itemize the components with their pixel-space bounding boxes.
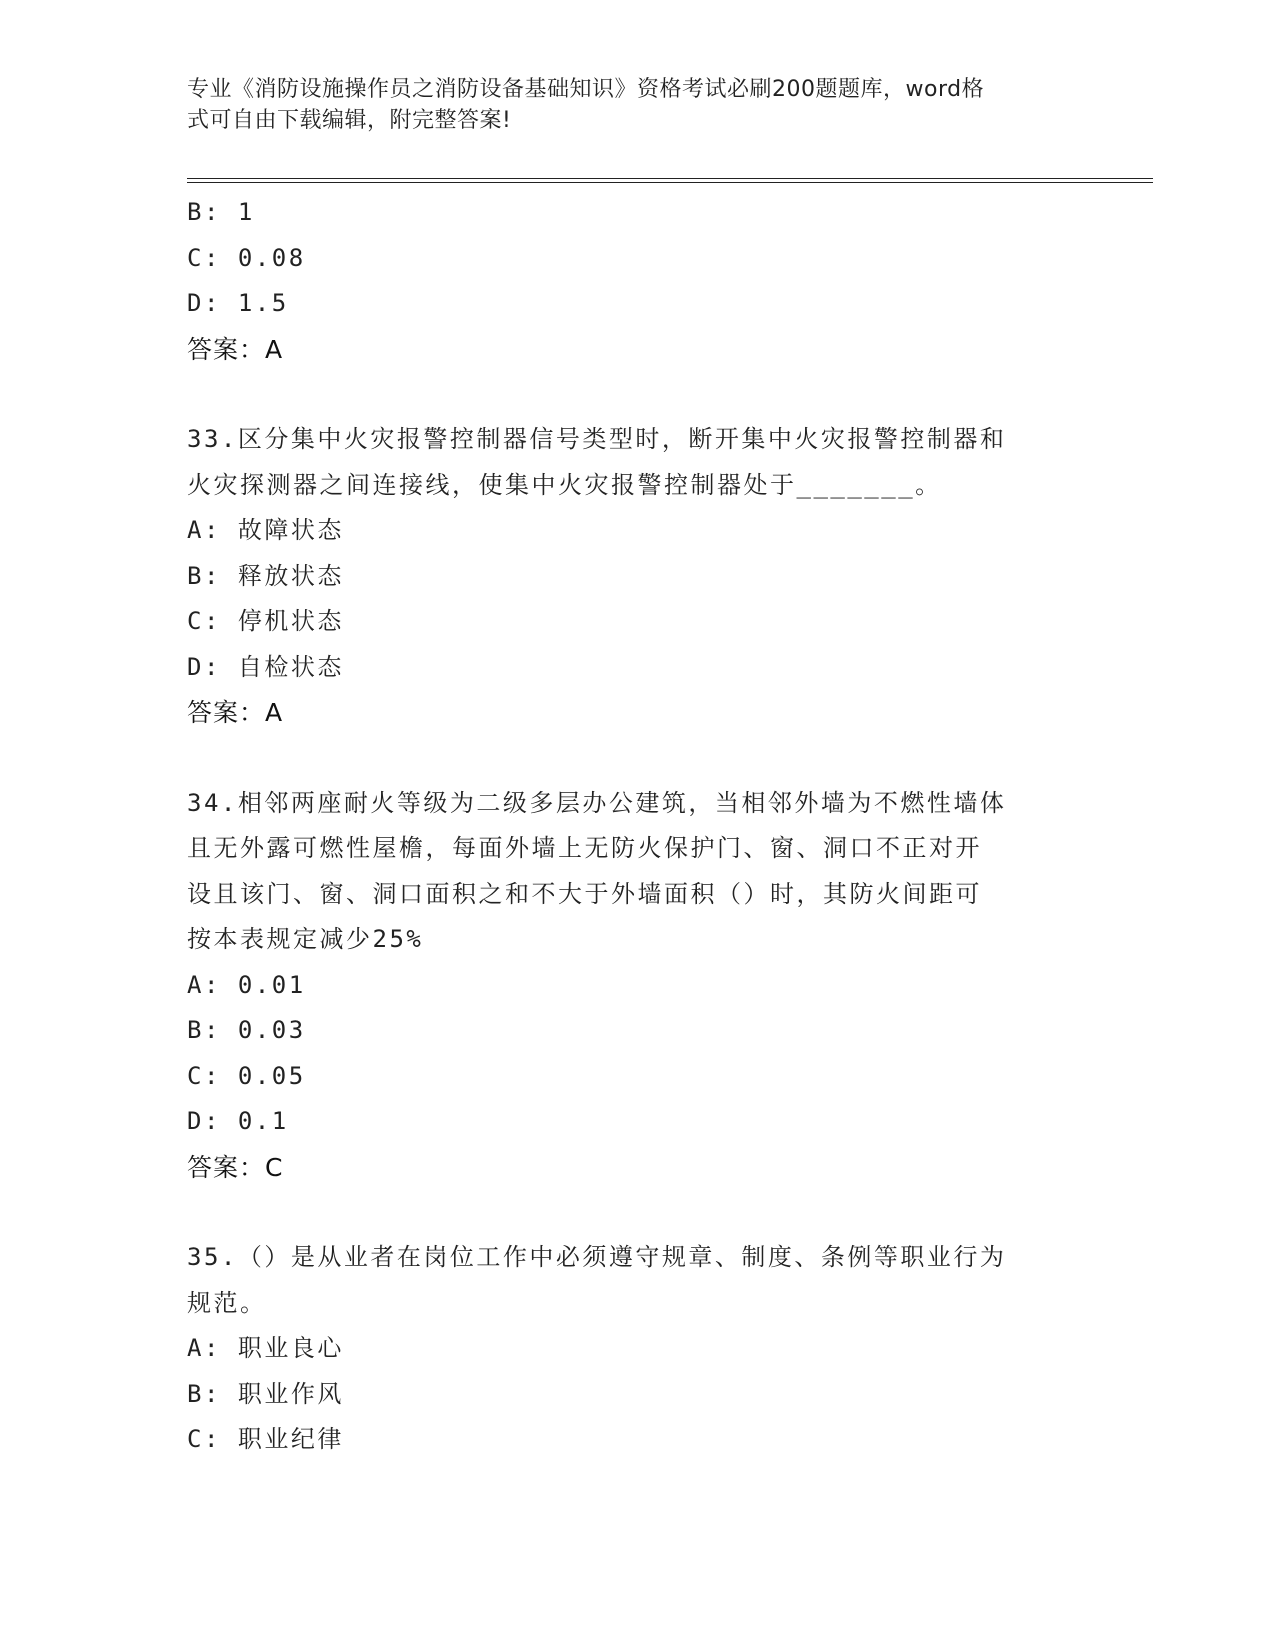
answer-label: 答案：A: [187, 698, 284, 727]
question-text-line: 按本表规定减少25%: [187, 925, 424, 953]
question-text-line: 且无外露可燃性屋檐，每面外墙上无防火保护门、窗、洞口不正对开: [187, 834, 982, 862]
question-text-line: 设且该门、窗、洞口面积之和不大于外墙面积（）时，其防火间距可: [187, 879, 982, 908]
question-34: [187, 781, 1087, 1191]
question-32-continued: [187, 190, 1087, 372]
question-text-line: 34.相邻两座耐火等级为二级多层办公建筑，当相邻外墙为不燃性墙体: [187, 788, 1007, 817]
question-text: [187, 1235, 1087, 1326]
question-text-line: 33.区分集中火灾报警控制器信号类型时，断开集中火灾报警控制器和: [187, 425, 1007, 453]
answer-label: 答案：A: [187, 334, 284, 364]
option-b: B: 职业作风: [187, 1379, 344, 1408]
question-text: [187, 781, 1087, 963]
option-c: C: 0.08: [187, 243, 306, 272]
option-a: A: 0.01: [187, 970, 306, 999]
header-title-line-2: 式可自由下载编辑，附完整答案!: [187, 108, 512, 133]
header-divider-bottom: [187, 182, 1153, 183]
question-35: [187, 1235, 1087, 1463]
answer-label: 答案：C: [187, 1152, 284, 1182]
option-d: D: 1.5: [187, 289, 289, 317]
header-divider-top: [187, 178, 1153, 179]
question-33: [187, 417, 1087, 736]
option-a: A: 故障状态: [187, 516, 344, 544]
option-a: A: 职业良心: [187, 1334, 344, 1362]
question-text-line: 火灾探测器之间连接线，使集中火灾报警控制器处于_______。: [187, 470, 942, 499]
option-c: C: 停机状态: [187, 607, 344, 635]
option-d: D: 0.1: [187, 1107, 289, 1135]
document-header: [187, 74, 1067, 136]
question-text: [187, 417, 1087, 508]
option-c: C: 0.05: [187, 1061, 306, 1090]
document-body: [187, 190, 1087, 1463]
option-d: D: 自检状态: [187, 652, 344, 681]
option-b: B: 1: [187, 198, 255, 226]
question-text-line: 规范。: [187, 1288, 267, 1317]
option-b: B: 释放状态: [187, 561, 344, 590]
header-title-line-1: 专业《消防设施操作员之消防设备基础知识》资格考试必刷200题题库，word格: [187, 77, 985, 102]
option-b: B: 0.03: [187, 1016, 306, 1044]
option-c: C: 职业纪律: [187, 1425, 344, 1453]
question-text-line: 35.（）是从业者在岗位工作中必须遵守规章、制度、条例等职业行为: [187, 1243, 1007, 1271]
